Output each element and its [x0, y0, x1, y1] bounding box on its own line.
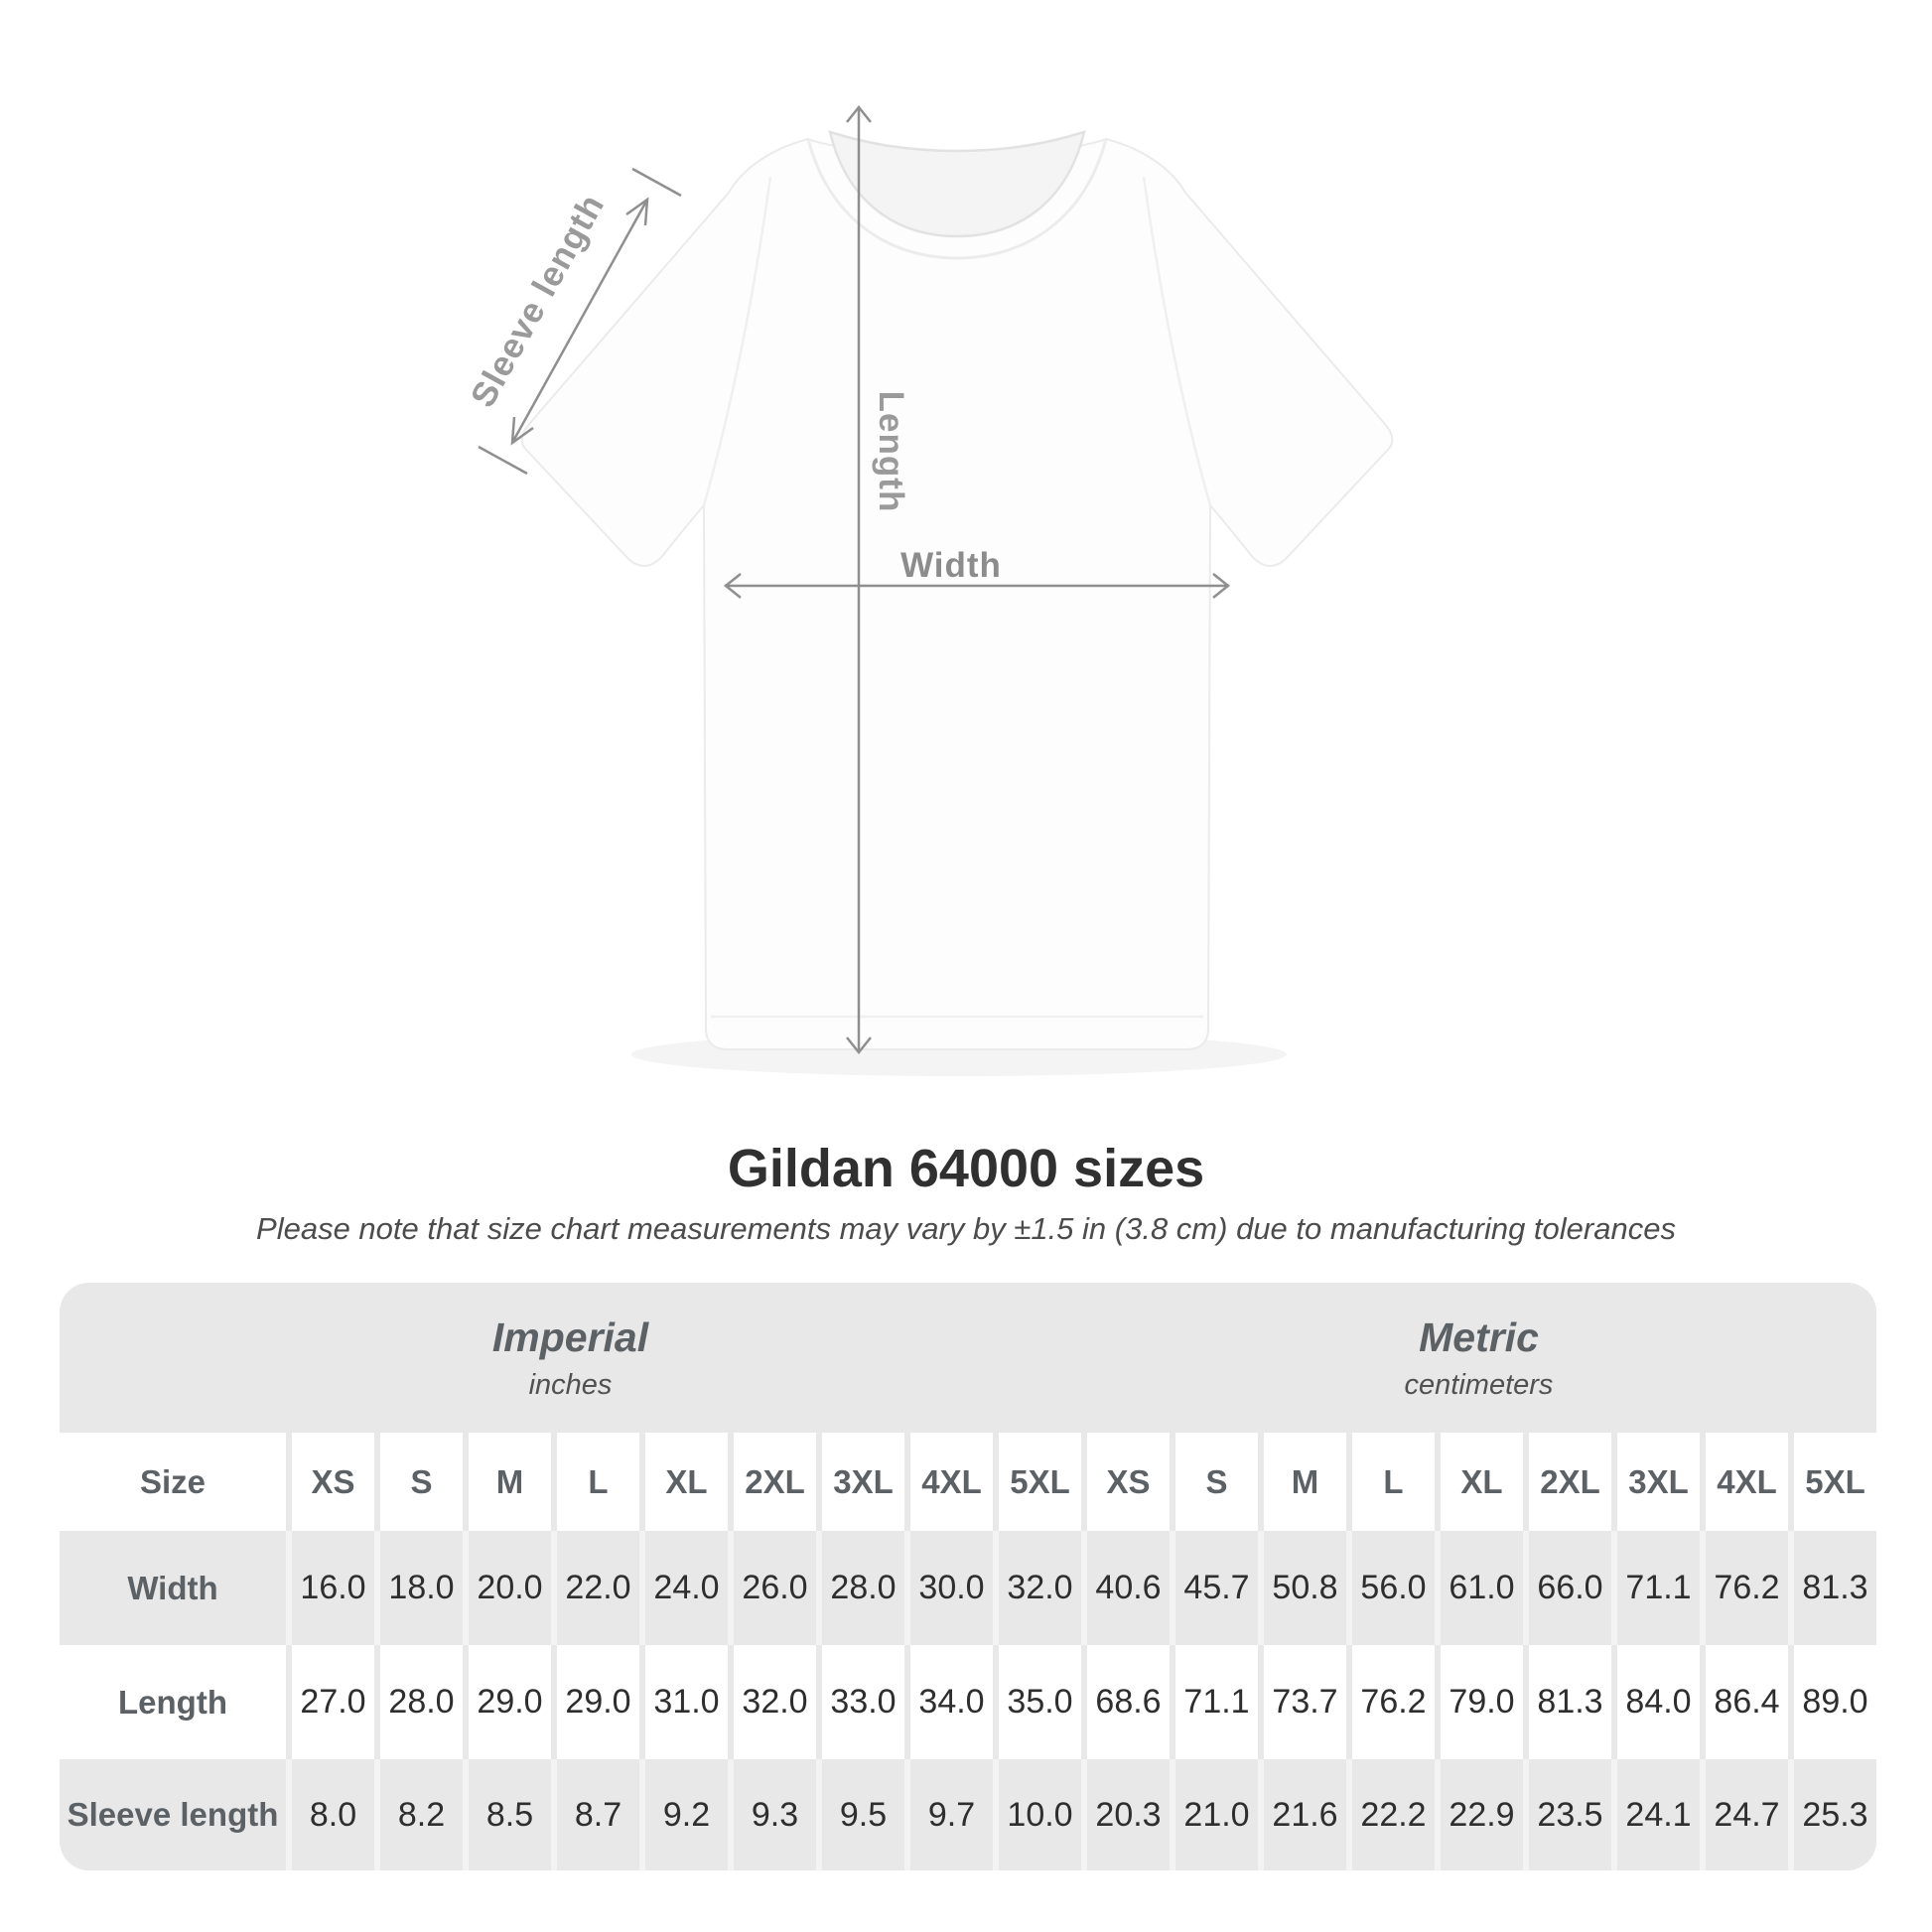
length-imperial-5xl: 35.0	[993, 1645, 1081, 1759]
width-label: Width	[900, 546, 1002, 585]
size-col-imperial-4xl: 4XL	[904, 1433, 993, 1531]
width-metric-3xl: 71.1	[1611, 1531, 1700, 1645]
size-col-metric-l: L	[1346, 1433, 1435, 1531]
width-metric-xl: 61.0	[1435, 1531, 1523, 1645]
sleeve-metric-m: 21.6	[1258, 1759, 1346, 1870]
length-metric-l: 76.2	[1346, 1645, 1435, 1759]
width-imperial-xs: 16.0	[286, 1531, 374, 1645]
sleeve-imperial-3xl: 9.5	[816, 1759, 904, 1870]
size-col-imperial-xl: XL	[639, 1433, 728, 1531]
imperial-unit: inches	[528, 1368, 613, 1401]
size-col-metric-s: S	[1170, 1433, 1258, 1531]
sleeve-length-label: Sleeve length	[463, 187, 613, 414]
size-col-metric-5xl: 5XL	[1788, 1433, 1876, 1531]
size-col-imperial-s: S	[374, 1433, 463, 1531]
width-imperial-5xl: 32.0	[993, 1531, 1081, 1645]
sleeve-metric-2xl: 23.5	[1523, 1759, 1611, 1870]
sleeve-imperial-4xl: 9.7	[904, 1759, 993, 1870]
length-metric-s: 71.1	[1170, 1645, 1258, 1759]
sleeve-imperial-s: 8.2	[374, 1759, 463, 1870]
size-col-metric-3xl: 3XL	[1611, 1433, 1700, 1531]
size-header-cell: Size	[60, 1433, 286, 1531]
sleeve-imperial-xl: 9.2	[639, 1759, 728, 1870]
size-table	[60, 1283, 1876, 1870]
imperial-header: Imperial	[491, 1313, 649, 1360]
width-imperial-3xl: 28.0	[816, 1531, 904, 1645]
length-imperial-2xl: 32.0	[728, 1645, 816, 1759]
width-metric-4xl: 76.2	[1700, 1531, 1788, 1645]
size-col-metric-4xl: 4XL	[1700, 1433, 1788, 1531]
length-imperial-xs: 27.0	[286, 1645, 374, 1759]
metric-unit: centimeters	[1404, 1368, 1554, 1401]
sleeve-imperial-xs: 8.0	[286, 1759, 374, 1870]
sleeve-metric-xs: 20.3	[1081, 1759, 1170, 1870]
sleeve-imperial-2xl: 9.3	[728, 1759, 816, 1870]
width-imperial-4xl: 30.0	[904, 1531, 993, 1645]
size-col-imperial-3xl: 3XL	[816, 1433, 904, 1531]
width-imperial-s: 18.0	[374, 1531, 463, 1645]
width-imperial-xl: 24.0	[639, 1531, 728, 1645]
width-imperial-2xl: 26.0	[728, 1531, 816, 1645]
size-col-imperial-xs: XS	[286, 1433, 374, 1531]
size-col-metric-xs: XS	[1081, 1433, 1170, 1531]
sleeve-metric-l: 22.2	[1346, 1759, 1435, 1870]
length-metric-4xl: 86.4	[1700, 1645, 1788, 1759]
size-col-metric-2xl: 2XL	[1523, 1433, 1611, 1531]
length-label: Length	[872, 390, 910, 513]
width-metric-m: 50.8	[1258, 1531, 1346, 1645]
tshirt-body	[522, 139, 1393, 1049]
width-row-label: Width	[60, 1531, 286, 1645]
sleeve-metric-3xl: 24.1	[1611, 1759, 1700, 1870]
sleeve-imperial-5xl: 10.0	[993, 1759, 1081, 1870]
sleeve-imperial-l: 8.7	[551, 1759, 639, 1870]
width-imperial-l: 22.0	[551, 1531, 639, 1645]
size-col-metric-m: M	[1258, 1433, 1346, 1531]
length-metric-m: 73.7	[1258, 1645, 1346, 1759]
tolerance-note: Please note that size chart measurements may vary by ±1.5 in (3.8 cm) due to manufacturing tolerances	[256, 1211, 1676, 1246]
width-imperial-m: 20.0	[463, 1531, 551, 1645]
sleeve-row-label: Sleeve length	[60, 1759, 286, 1870]
sleeve-metric-5xl: 25.3	[1788, 1759, 1876, 1870]
metric-header-group	[1081, 1283, 1876, 1433]
length-metric-5xl: 89.0	[1788, 1645, 1876, 1759]
width-metric-xs: 40.6	[1081, 1531, 1170, 1645]
size-col-imperial-l: L	[551, 1433, 639, 1531]
size-col-imperial-m: M	[463, 1433, 551, 1531]
length-imperial-m: 29.0	[463, 1645, 551, 1759]
length-imperial-s: 28.0	[374, 1645, 463, 1759]
size-col-imperial-5xl: 5XL	[993, 1433, 1081, 1531]
length-metric-xl: 79.0	[1435, 1645, 1523, 1759]
sleeve-imperial-m: 8.5	[463, 1759, 551, 1870]
length-metric-2xl: 81.3	[1523, 1645, 1611, 1759]
length-row-label: Length	[60, 1645, 286, 1759]
metric-header: Metric	[1419, 1313, 1539, 1360]
length-imperial-l: 29.0	[551, 1645, 639, 1759]
length-imperial-4xl: 34.0	[904, 1645, 993, 1759]
size-col-imperial-2xl: 2XL	[728, 1433, 816, 1531]
width-metric-s: 45.7	[1170, 1531, 1258, 1645]
size-col-metric-xl: XL	[1435, 1433, 1523, 1531]
sleeve-metric-4xl: 24.7	[1700, 1759, 1788, 1870]
length-imperial-3xl: 33.0	[816, 1645, 904, 1759]
length-metric-xs: 68.6	[1081, 1645, 1170, 1759]
imperial-header-group	[60, 1283, 1081, 1433]
width-metric-2xl: 66.0	[1523, 1531, 1611, 1645]
width-metric-5xl: 81.3	[1788, 1531, 1876, 1645]
length-metric-3xl: 84.0	[1611, 1645, 1700, 1759]
sleeve-metric-xl: 22.9	[1435, 1759, 1523, 1870]
width-metric-l: 56.0	[1346, 1531, 1435, 1645]
length-imperial-xl: 31.0	[639, 1645, 728, 1759]
page-title: Gildan 64000 sizes	[727, 1139, 1205, 1198]
sleeve-metric-s: 21.0	[1170, 1759, 1258, 1870]
